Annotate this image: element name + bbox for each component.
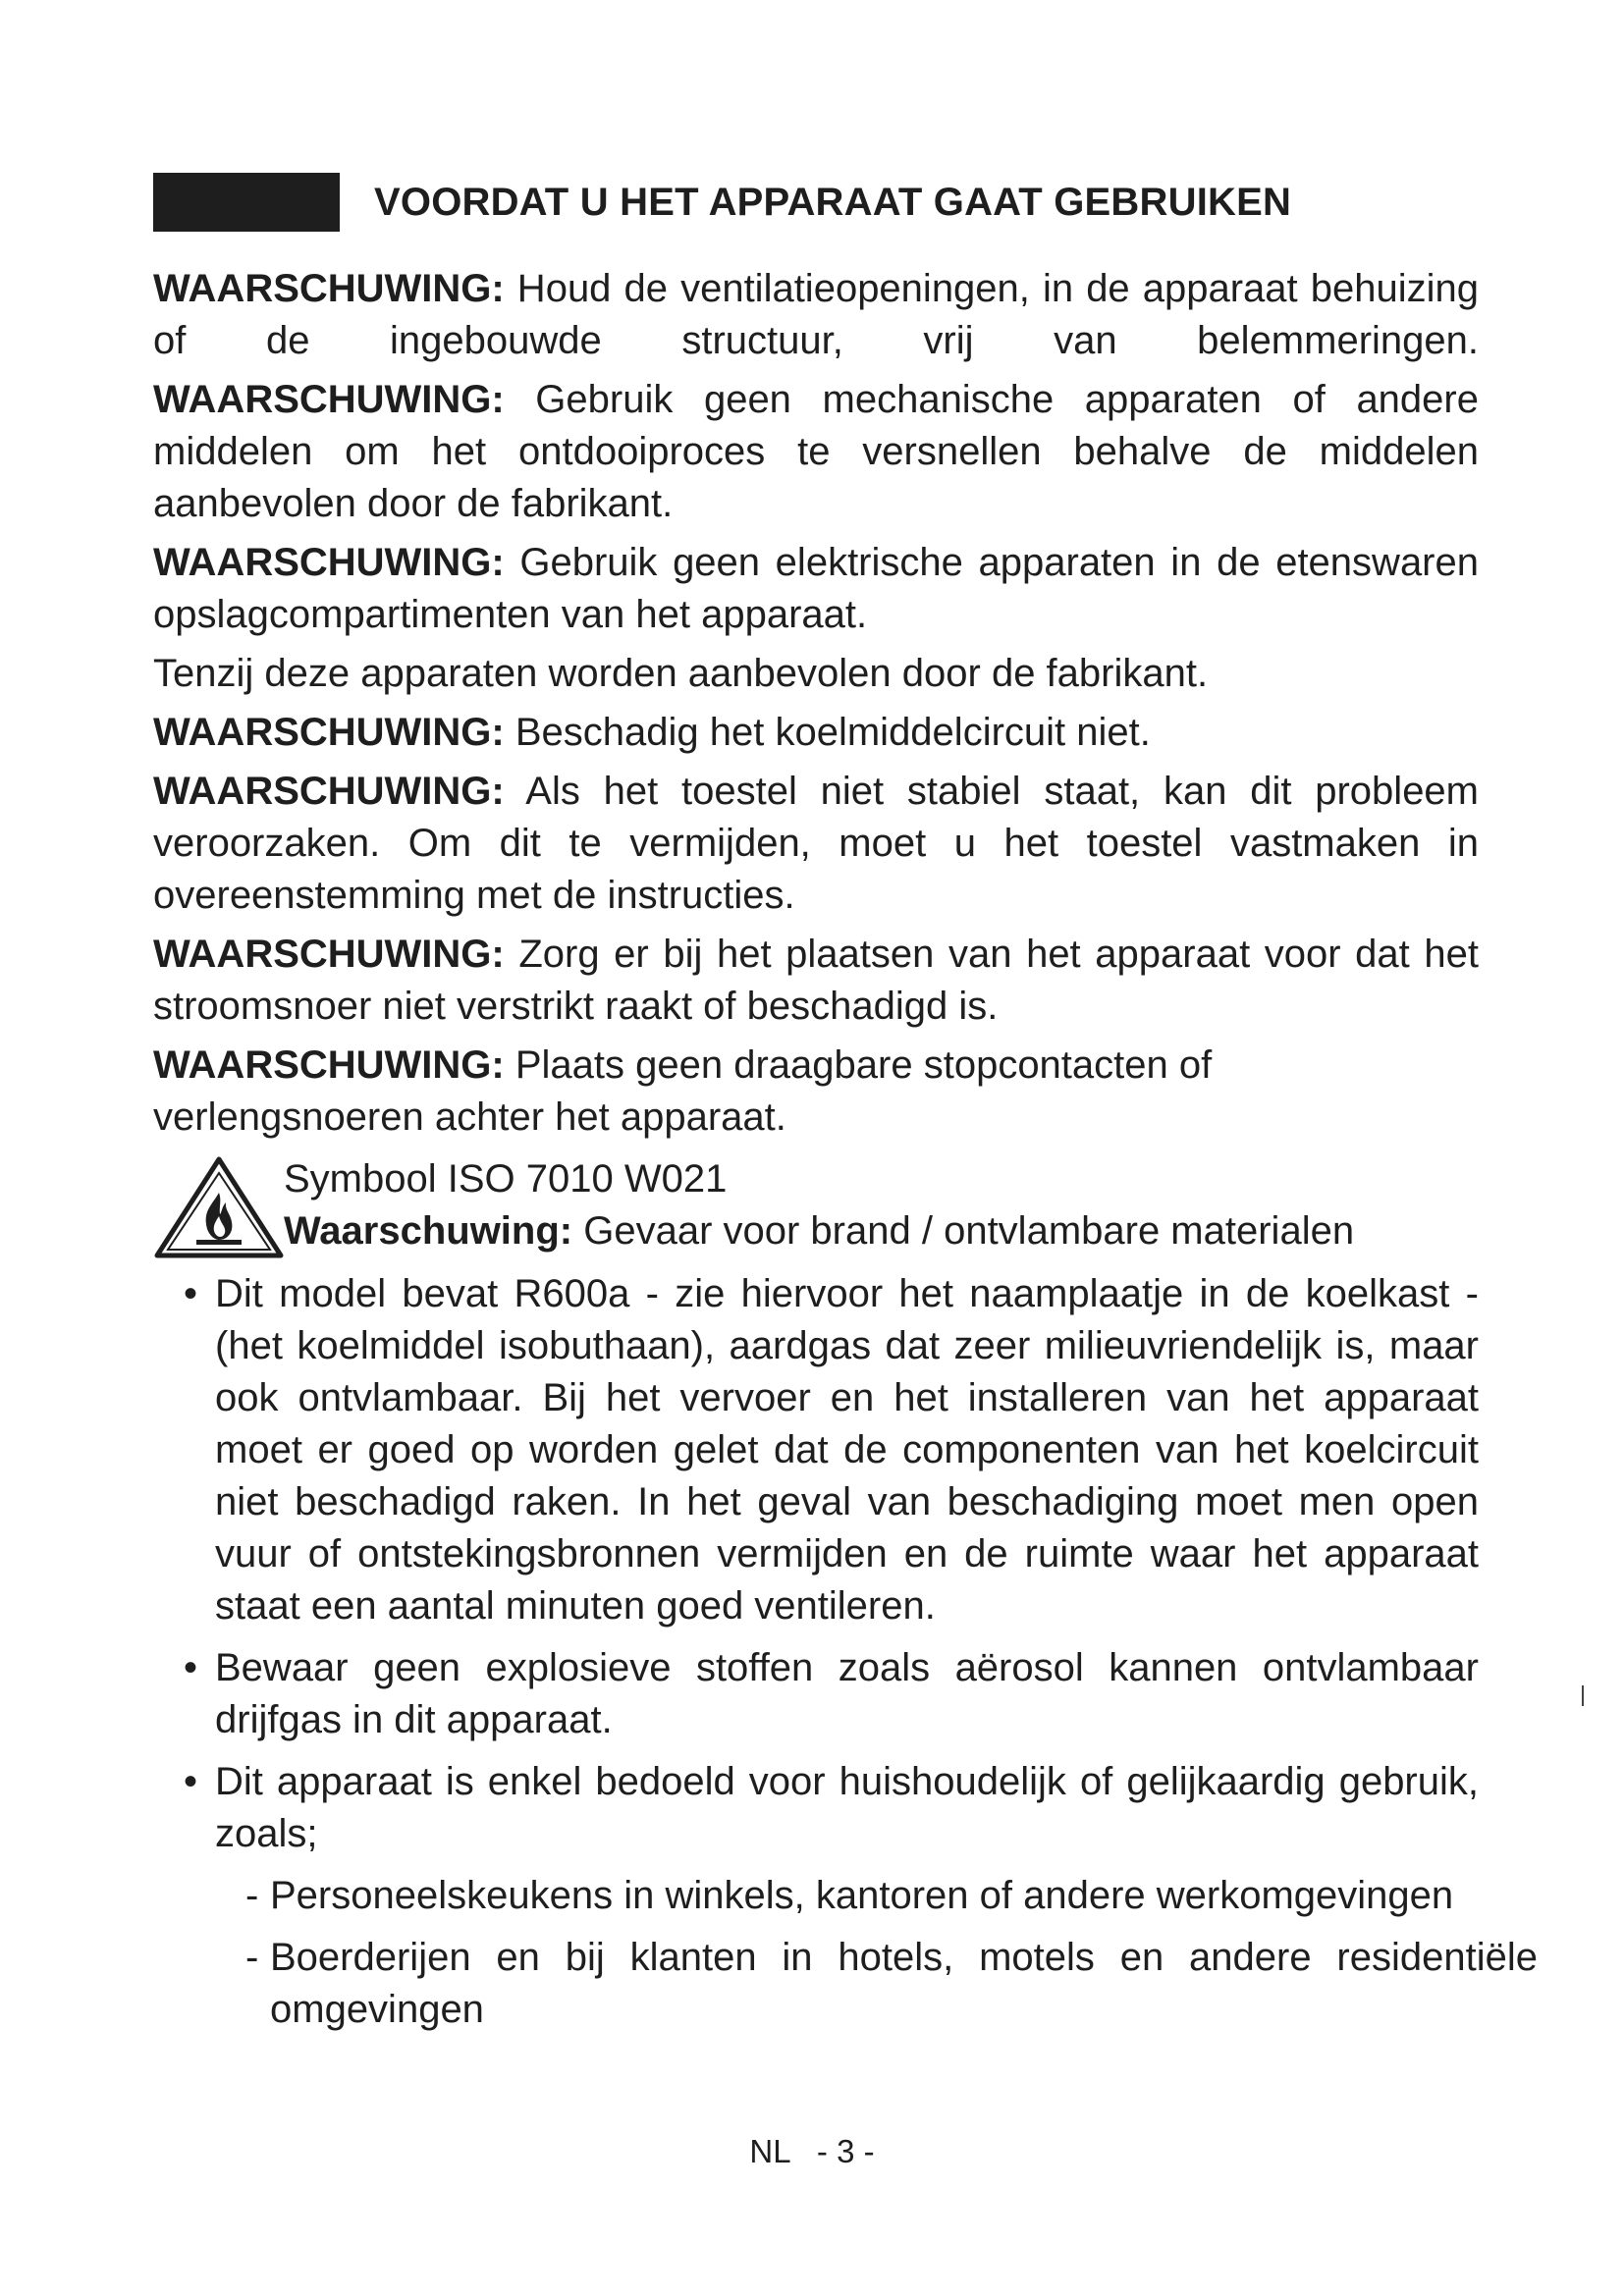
warning-paragraph xyxy=(153,374,1479,530)
warning-text: Zorg er bij het plaatsen van het apparaat voor dat het stroomsnoer niet verstrikt raakt of beschadigd is. xyxy=(153,933,1479,1028)
margin-mark xyxy=(1582,1685,1584,1706)
warning-text: Plaats geen draagbare stopcontacten of verlengsnoeren achter het apparaat. xyxy=(153,1043,1213,1139)
sub-item-text: Boerderijen en bij klanten in hotels, motels en andere residentiële omgevingen xyxy=(270,1936,1538,2031)
warning-label: WAARSCHUWING: xyxy=(153,933,505,976)
list-item xyxy=(153,1268,1479,1632)
warning-label: WAARSCHUWING: xyxy=(153,711,505,754)
bullet-text: Bewaar geen explosieve stoffen zoals aërosol kannen ontvlambaar drijfgas in dit apparaat. xyxy=(215,1646,1479,1741)
sub-dash: - xyxy=(245,1874,259,1917)
page-footer xyxy=(0,2132,1624,2171)
warning-text: Als het toestel niet stabiel staat, kan dit probleem veroorzaken. Om dit te vermijden, moet u het toestel vastmaken in overeenstemming met de instructies. xyxy=(153,770,1479,917)
list-item xyxy=(153,1756,1479,1860)
iso-warning-label: Waarschuwing: xyxy=(284,1209,573,1253)
page-title: VOORDAT U HET APPARAAT GAAT GEBRUIKEN xyxy=(374,181,1292,224)
warning-paragraph xyxy=(153,707,1479,759)
iso-warning-text: Gevaar voor brand / ontvlambare materialen xyxy=(572,1209,1355,1253)
iso-symbol-text: Symbool ISO 7010 W021 xyxy=(284,1157,728,1201)
bullet-text: Dit apparaat is enkel bedoeld voor huishoudelijk of gelijkaardig gebruik, zoals; xyxy=(215,1760,1479,1855)
warning-paragraph xyxy=(153,1040,1479,1144)
list-item xyxy=(153,1642,1479,1746)
warning-paragraph xyxy=(153,537,1479,641)
document-body xyxy=(153,263,1538,2043)
warning-paragraph xyxy=(153,929,1479,1033)
footer-lang: NL xyxy=(749,2133,790,2169)
warning-text: Beschadig het koelmiddelcircuit niet. xyxy=(504,711,1151,754)
warning-text: Houd de ventilatieopeningen, in de apparaat behuizing of de ingebouwde structuur, vrij van belemmeringen. xyxy=(153,267,1479,362)
warning-paragraph xyxy=(153,766,1479,922)
warning-paragraph xyxy=(153,263,1479,367)
list-item xyxy=(153,1870,1500,1922)
sub-dash: - xyxy=(245,1936,259,1979)
flammable-warning-icon xyxy=(153,1153,286,1261)
warning-label: WAARSCHUWING: xyxy=(153,1043,505,1087)
iso-warning xyxy=(153,1153,1479,1266)
bullet-text: Dit model bevat R600a - zie hiervoor het naamplaatje in de koelkast - (het koelmiddel isobuthaan), aardgas dat zeer milieuvriendelijk is, maar ook ontvlambaar. Bij het vervoer en het installeren van het apparaat moet er goed op worden gelet dat de componenten van het koelcircuit niet beschadigd raken. In het geval van beschadiging moet men open vuur of ontstekingsbronnen vermijden en de ruimte waar het apparaat staat een aantal minuten goed ventileren. xyxy=(215,1272,1479,1628)
iso-warning-line xyxy=(284,1205,1479,1257)
warning-paragraph xyxy=(153,648,1479,700)
warning-label: WAARSCHUWING: xyxy=(153,770,505,813)
warning-text: Gebruik geen elektrische apparaten in de etenswaren opslagcompartimenten van het apparaat. xyxy=(153,541,1479,636)
list-item xyxy=(153,1932,1538,2036)
warning-text: Tenzij deze apparaten worden aanbevolen door de fabrikant. xyxy=(153,652,1209,695)
sub-item-text: Personeelskeukens in winkels, kantoren of andere werkomgevingen xyxy=(270,1874,1454,1917)
header-block xyxy=(153,173,340,232)
warning-label: WAARSCHUWING: xyxy=(153,378,505,421)
warning-text: Gebruik geen mechanische apparaten of andere middelen om het ontdooiproces te versnellen behalve de middelen aanbevolen door de fabrikant. xyxy=(153,378,1479,525)
warning-label: WAARSCHUWING: xyxy=(153,267,505,310)
warning-label: WAARSCHUWING: xyxy=(153,541,505,584)
page-number: - 3 - xyxy=(816,2133,875,2169)
